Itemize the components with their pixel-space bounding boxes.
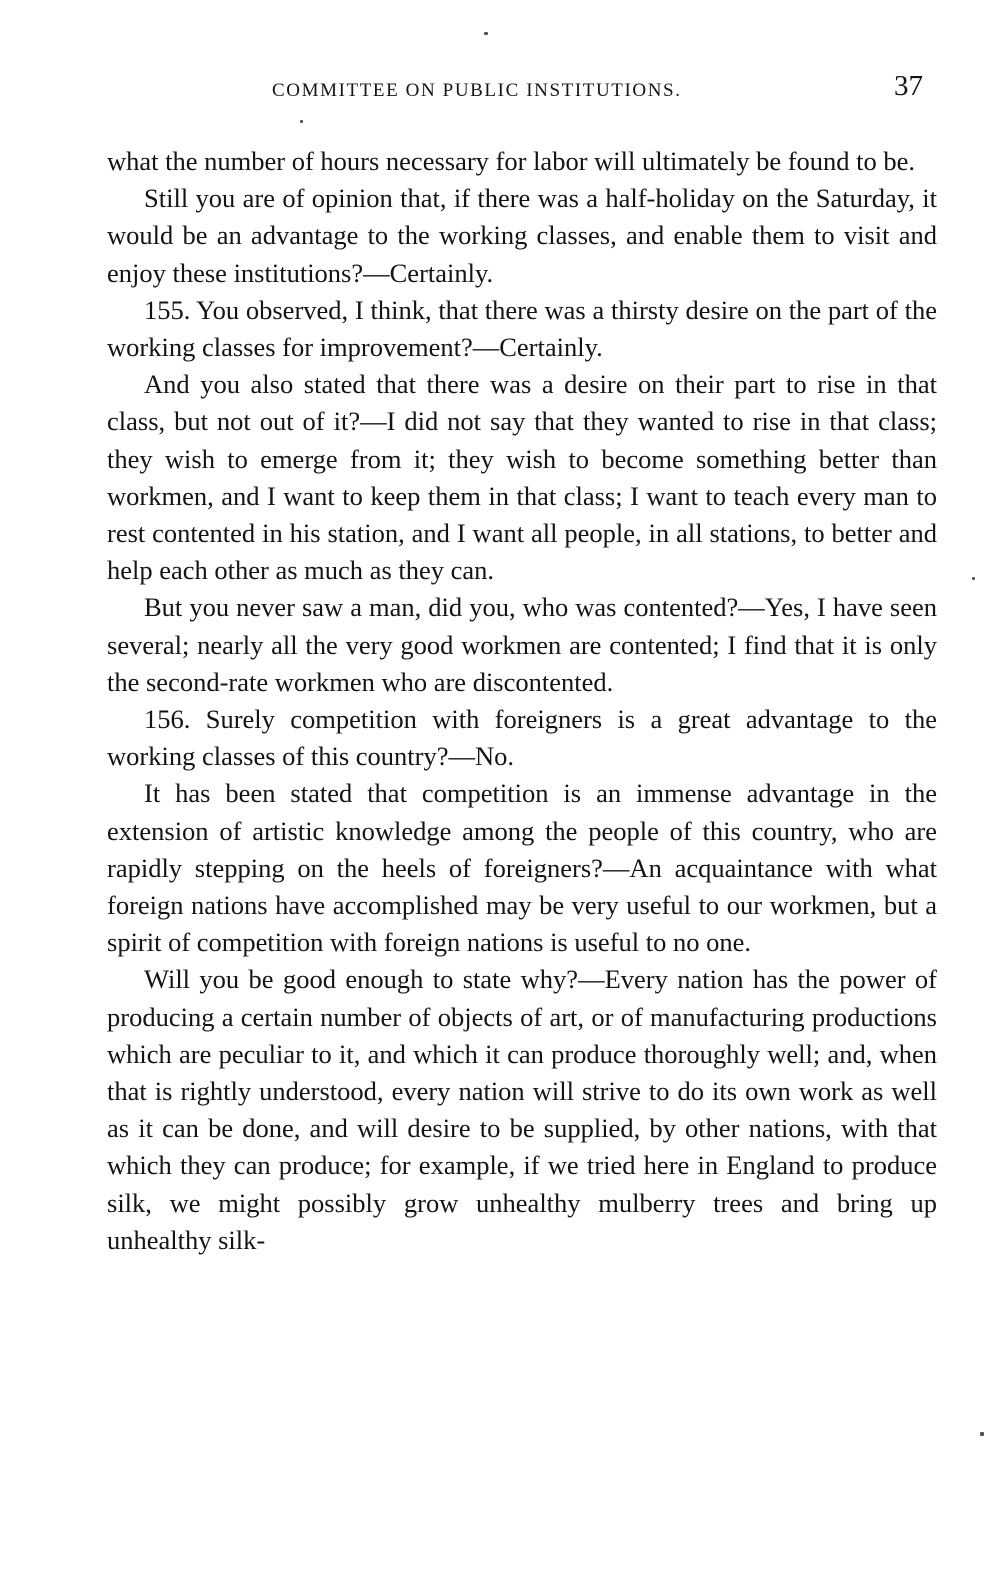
paragraph-artistic-knowledge: It has been stated that competition is an immense advantage in the extension of artistic knowledge among the people of this country, who are rapidly stepping on the heels of foreigners?—An acquaintance with what foreign nations have accomplished may be very useful to our workmen, but a spirit of competition with foreign nations is useful to no one. xyxy=(107,778,937,958)
paragraph-why: Will you be good enough to state why?—Every nation has the power of producing a certain number of objects of art, or of manufacturing productions which are peculiar to it, and which it can produce thoroughly well; and, when that is rightly understood, every nation will strive to do its own work as well as it can be done, and will desire to be supplied, by other nations, with that which they can produce; for example, if we tried here in England to produce silk, we might possibly grow unhealthy mulberry trees and bring up unhealthy silk- xyxy=(107,964,937,1255)
running-header-title: COMMITTEE ON PUBLIC INSTITUTIONS. xyxy=(272,80,682,101)
paragraph-rise-in-class: And you also stated that there was a desire on their part to rise in that class, but not out of it?—I did not say that they wanted to rise in that class; they wish to emerge from it; they wish to become something better than workmen, and I want to keep them in that class; I want to teach every man to rest contented in his station, and I want all people, in all stations, to better and help each other as much as they can. xyxy=(107,369,937,586)
paragraph-continued: what the number of hours necessary for labor will ultimately be found to be. xyxy=(107,146,916,176)
paragraph-contented: But you never saw a man, did you, who was contented?—Yes, I have seen several; nearly all the very good workmen are contented; I find that it is only the second-rate workmen who are discontented. xyxy=(107,592,937,697)
page-number: 37 xyxy=(894,70,923,102)
scan-speck xyxy=(300,120,303,123)
body-text xyxy=(107,143,937,1259)
scan-speck xyxy=(972,577,975,580)
paragraph-156: 156. Surely competition with foreigners is a great advantage to the working classes of this country?—No. xyxy=(107,704,937,772)
paragraph-half-holiday: Still you are of opinion that, if there was a half-holiday on the Saturday, it would be an advantage to the working classes, and enable them to visit and enjoy these institutions?—Certainly. xyxy=(107,183,937,288)
scan-speck xyxy=(484,32,488,35)
scan-speck xyxy=(980,1432,984,1436)
paragraph-155: 155. You observed, I think, that there was a thirsty desire on the part of the working classes for improvement?—Certainly. xyxy=(107,294,937,363)
